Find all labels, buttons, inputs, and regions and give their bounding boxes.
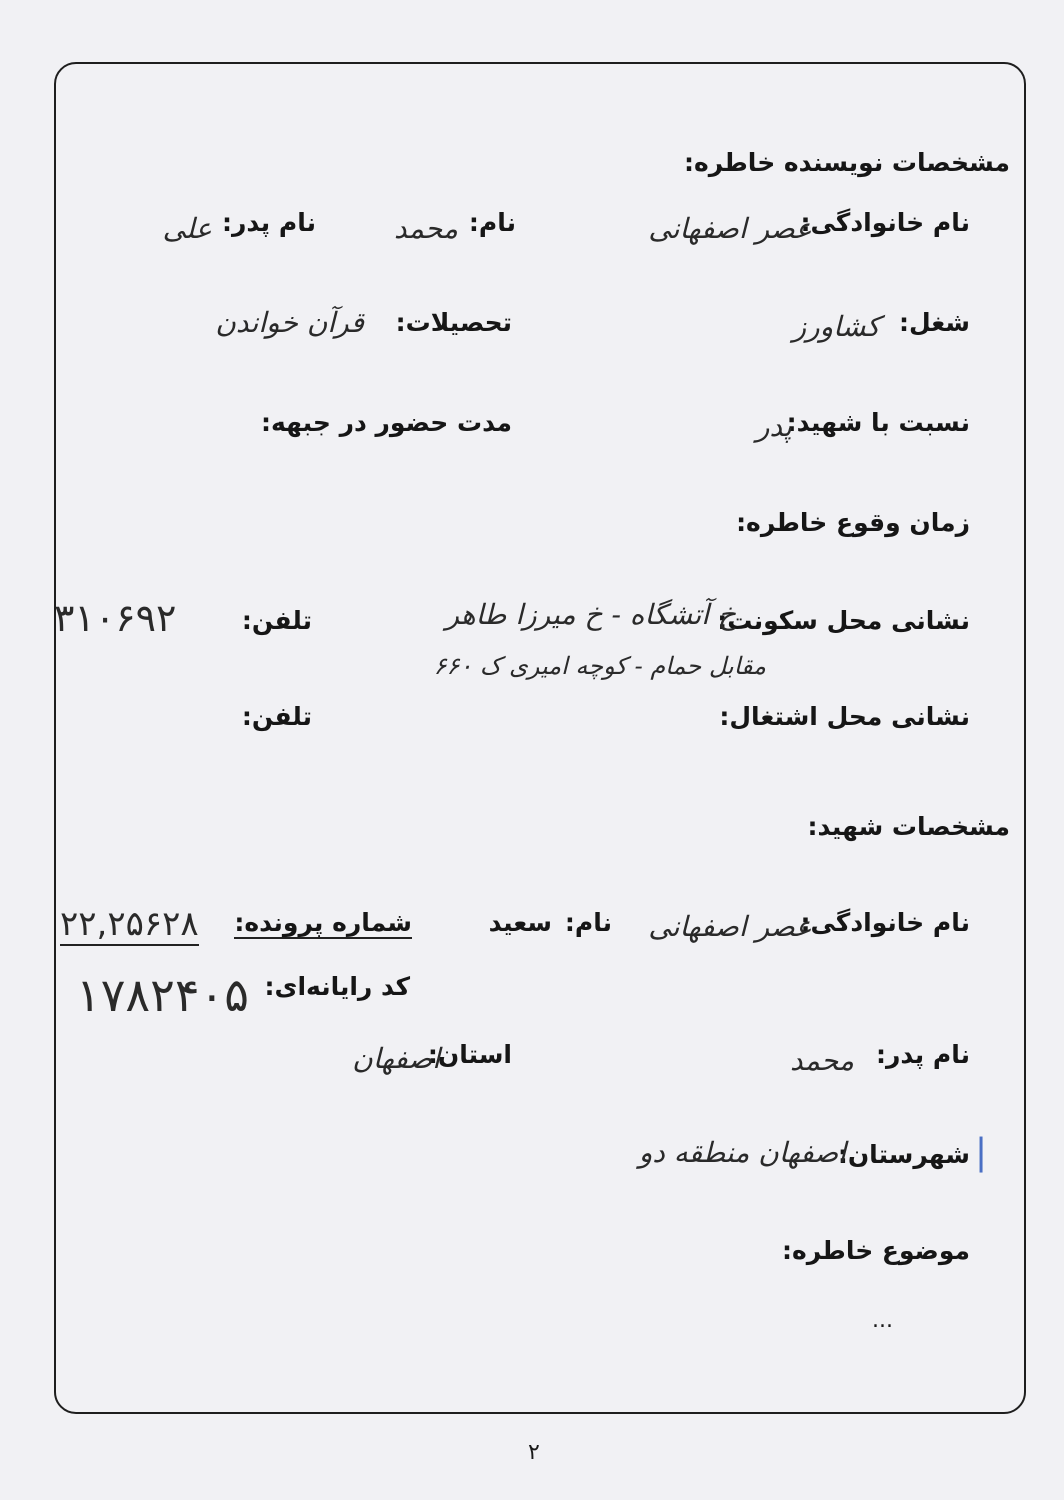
martyr-province-label: استان: — [427, 1040, 512, 1069]
writer-family-label: نام خانوادگی: — [800, 208, 970, 237]
pen-mark-icon: ❘ — [966, 1132, 997, 1173]
martyr-family-value: عصر اصفهانی — [648, 910, 812, 943]
writer-education-label: تحصیلات: — [395, 308, 512, 337]
writer-home-address-label: نشانی محل سکونت: — [717, 606, 970, 635]
martyr-name-value: سعید — [488, 908, 552, 937]
writer-home-address-line1: خ آتشگاه - خ میرزا طاهر — [445, 598, 736, 631]
martyr-memory-subject-label: موضوع خاطره: — [781, 1236, 970, 1265]
writer-father-label: نام پدر: — [221, 208, 316, 237]
writer-relation-value: پدر — [755, 410, 792, 443]
martyr-name-label: نام: — [564, 908, 612, 937]
martyr-file-number-label: شماره پرونده: — [234, 908, 412, 937]
writer-section-title: مشخصات نویسنده خاطره: — [683, 148, 1010, 177]
writer-home-address-line2: مقابل حمام - کوچه امیری ک ۶۶۰ — [433, 652, 766, 680]
martyr-father-label: نام پدر: — [875, 1040, 970, 1069]
writer-home-phone-label: تلفن: — [241, 606, 312, 635]
writer-name-value: محمد — [394, 212, 458, 245]
writer-front-duration-label: مدت حضور در جبهه: — [261, 408, 512, 437]
writer-home-phone-value: ۳۱۰۶۹۲ — [54, 596, 177, 640]
martyr-city-value: اصفهان منطقه دو — [638, 1136, 846, 1169]
writer-memory-time-label: زمان وقوع خاطره: — [736, 508, 970, 537]
writer-family-value: عصر اصفهانی — [648, 212, 812, 245]
martyr-province-value: اصفهان — [352, 1042, 440, 1075]
writer-relation-label: نسبت با شهید: — [786, 408, 970, 437]
martyr-file-number-value: ۲۲,۲۵۶۲۸ — [60, 904, 199, 944]
ellipsis: ... — [872, 1308, 893, 1333]
writer-father-value: علی — [162, 212, 212, 245]
writer-job-label: شغل: — [898, 308, 970, 337]
writer-name-label: نام: — [468, 208, 516, 237]
writer-education-value: قرآن خواندن — [215, 306, 364, 339]
writer-work-phone-label: تلفن: — [241, 702, 312, 731]
writer-job-value: کشاورز — [792, 310, 880, 343]
martyr-family-label: نام خانوادگی: — [800, 908, 970, 937]
writer-work-address-label: نشانی محل اشتغال: — [719, 702, 970, 731]
form-frame — [54, 62, 1026, 1414]
martyr-computer-code-value: ۱۷۸۲۴۰۵ — [76, 968, 249, 1022]
page-number: ۲ — [528, 1440, 540, 1465]
martyr-city-label: شهرستان: — [837, 1140, 970, 1169]
martyr-computer-code-label: کد رایانه‌ای: — [264, 972, 410, 1001]
martyr-father-value: محمد — [790, 1044, 854, 1077]
martyr-section-title: مشخصات شهید: — [807, 812, 1010, 841]
